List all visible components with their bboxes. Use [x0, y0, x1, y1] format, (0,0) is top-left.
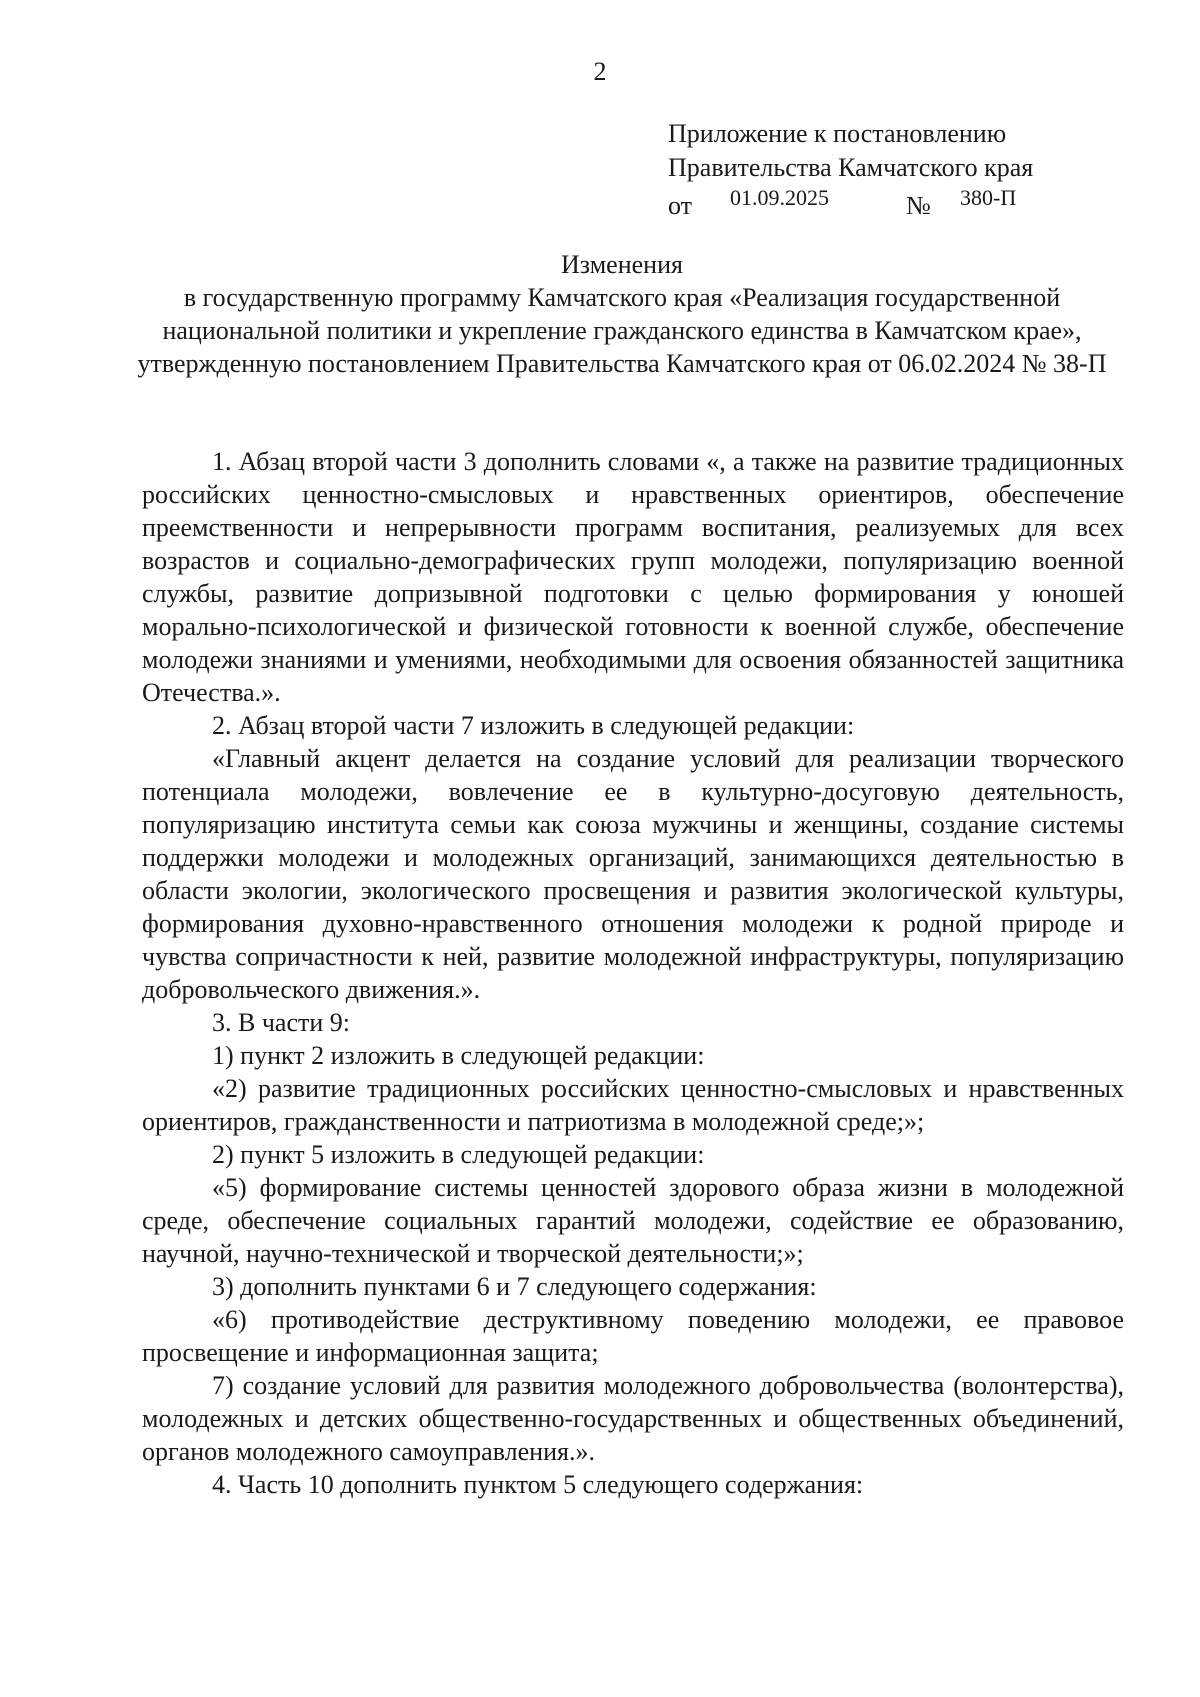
- annex-meta-row: [668, 183, 1128, 220]
- annex-header: [668, 117, 1128, 220]
- paragraph: 7) создание условий для развития молодежного добровольчества (волонтерства), молодежных и детских общественно-государственных и общественных объединений, органов молодежного самоуправления.».: [142, 1371, 1124, 1466]
- paragraph: 3. В части 9:: [212, 1008, 350, 1037]
- annex-number-label: №: [906, 191, 931, 220]
- paragraph: «2) развитие традиционных российских ценностно-смысловых и нравственных ориентиров, гражданственности и патриотизма в молодежной среде;»;: [142, 1074, 1124, 1136]
- annex-date: 01.09.2025: [730, 185, 829, 210]
- paragraph: «6) противодействие деструктивному поведению молодежи, ее правовое просвещение и информационная защита;: [142, 1305, 1124, 1367]
- document-body: [142, 445, 1124, 1501]
- paragraph: 3) дополнить пунктами 6 и 7 следующего содержания:: [212, 1272, 817, 1301]
- page-number: 2: [593, 57, 607, 86]
- annex-from-label: от: [668, 191, 693, 220]
- paragraph: 1) пункт 2 изложить в следующей редакции:: [212, 1041, 705, 1070]
- paragraph: 4. Часть 10 дополнить пунктом 5 следующего содержания:: [212, 1470, 864, 1499]
- annex-number: 380-П: [960, 185, 1017, 210]
- paragraph: «Главный акцент делается на создание условий для реализации творческого потенциала молодежи, вовлечение ее в культурно-досуговую деятельность, популяризацию института семьи как союза мужчины и женщины, создание системы поддержки молодежи и молодежных организаций, занимающихся деятельностью в области экологии, экологического просвещения и развития экологической культуры, формирования духовно-нравственного отношения молодежи к родной природе и чувства сопричастности к ней, развитие молодежной инфраструктуры, популяризацию добровольческого движения.».: [142, 744, 1124, 1004]
- title-subtitle: в государственную программу Камчатского края «Реализация государственной национальной политики и укрепление гражданского единства в Камчатском крае», утвержденную постановлением Правительства Камчатского края от 06.02.2024 № 38-П: [137, 283, 1107, 378]
- title-heading: Изменения: [561, 250, 683, 279]
- document-title: [120, 248, 1124, 380]
- annex-line-1: Приложение к постановлению: [668, 119, 1007, 148]
- annex-line-2: Правительства Камчатского края: [668, 153, 1034, 182]
- paragraph: 1. Абзац второй части 3 дополнить словами «, а также на развитие традиционных российских ценностно-смысловых и нравственных ориентиров, обеспечение преемственности и непрерывности программ воспитания, реализуемых для всех возрастов и социально-демографических групп молодежи, популяризацию военной службы, развитие допризывной подготовки с целью формирования у юношей морально-психологической и физической готовности к военной службе, обеспечение молодежи знаниями и умениями, необходимыми для освоения обязанностей защитника Отечества.».: [142, 447, 1124, 707]
- paragraph: «5) формирование системы ценностей здорового образа жизни в молодежной среде, обеспечение социальных гарантий молодежи, содействие ее образованию, научной, научно-технической и творческой деятельности;»;: [142, 1173, 1124, 1268]
- paragraph: 2. Абзац второй части 7 изложить в следующей редакции:: [212, 711, 855, 740]
- paragraph: 2) пункт 5 изложить в следующей редакции:: [212, 1140, 705, 1169]
